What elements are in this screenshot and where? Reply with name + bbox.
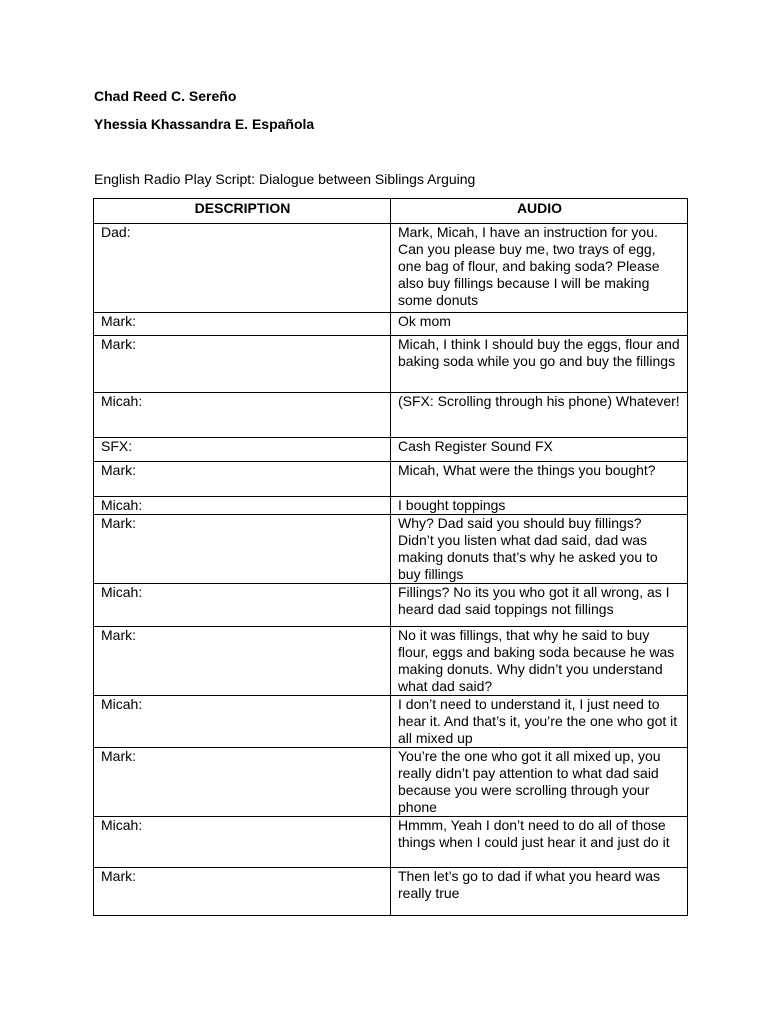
author-name-1: Chad Reed C. Sereño <box>94 88 237 104</box>
row-description: Mark: <box>94 627 391 696</box>
table-row <box>94 868 688 916</box>
table-row <box>94 313 688 336</box>
row-description: Micah: <box>94 584 391 627</box>
row-description: Mark: <box>94 868 391 916</box>
table-row <box>94 336 688 393</box>
table-row <box>94 497 688 515</box>
table-row <box>94 224 688 313</box>
header-description: DESCRIPTION <box>94 199 391 224</box>
table-row <box>94 817 688 868</box>
table-row <box>94 462 688 497</box>
row-description: Micah: <box>94 696 391 748</box>
table-row <box>94 515 688 584</box>
row-audio: Micah, I think I should buy the eggs, flour and baking soda while you go and buy the fillings <box>391 336 688 393</box>
row-description: Dad: <box>94 224 391 313</box>
row-description: SFX: <box>94 438 391 462</box>
row-description: Mark: <box>94 313 391 336</box>
table-row <box>94 393 688 438</box>
row-audio: I bought toppings <box>391 497 688 515</box>
row-audio: Micah, What were the things you bought? <box>391 462 688 497</box>
row-description: Mark: <box>94 748 391 817</box>
table-row <box>94 696 688 748</box>
row-audio: Hmmm, Yeah I don’t need to do all of those things when I could just hear it and just do it <box>391 817 688 868</box>
row-description: Mark: <box>94 336 391 393</box>
row-audio: Why? Dad said you should buy fillings? Didn’t you listen what dad said, dad was making donuts that’s why he asked you to buy fillings <box>391 515 688 584</box>
table-row <box>94 438 688 462</box>
row-description: Micah: <box>94 497 391 515</box>
row-description: Micah: <box>94 393 391 438</box>
document-title: English Radio Play Script: Dialogue between Siblings Arguing <box>94 171 476 187</box>
row-audio: (SFX: Scrolling through his phone) Whatever! <box>391 393 688 438</box>
row-description: Mark: <box>94 515 391 584</box>
table-row <box>94 748 688 817</box>
row-description: Micah: <box>94 817 391 868</box>
script-table <box>93 198 688 916</box>
row-audio: Fillings? No its you who got it all wrong, as I heard dad said toppings not fillings <box>391 584 688 627</box>
table-row <box>94 584 688 627</box>
row-audio: No it was fillings, that why he said to buy flour, eggs and baking soda because he was making donuts. Why didn’t you understand what dad said? <box>391 627 688 696</box>
row-audio: You’re the one who got it all mixed up, you really didn’t pay attention to what dad said because you were scrolling through your phone <box>391 748 688 817</box>
author-name-2: Yhessia Khassandra E. Española <box>94 116 315 132</box>
row-description: Mark: <box>94 462 391 497</box>
row-audio: I don’t need to understand it, I just need to hear it. And that’s it, you’re the one who got it all mixed up <box>391 696 688 748</box>
table-header-row <box>94 199 688 224</box>
table-row <box>94 627 688 696</box>
header-audio: AUDIO <box>391 199 688 224</box>
row-audio: Then let’s go to dad if what you heard was really true <box>391 868 688 916</box>
row-audio: Cash Register Sound FX <box>391 438 688 462</box>
row-audio: Ok mom <box>391 313 688 336</box>
row-audio: Mark, Micah, I have an instruction for you. Can you please buy me, two trays of egg, one bag of flour, and baking soda? Please also buy fillings because I will be making some donuts <box>391 224 688 313</box>
